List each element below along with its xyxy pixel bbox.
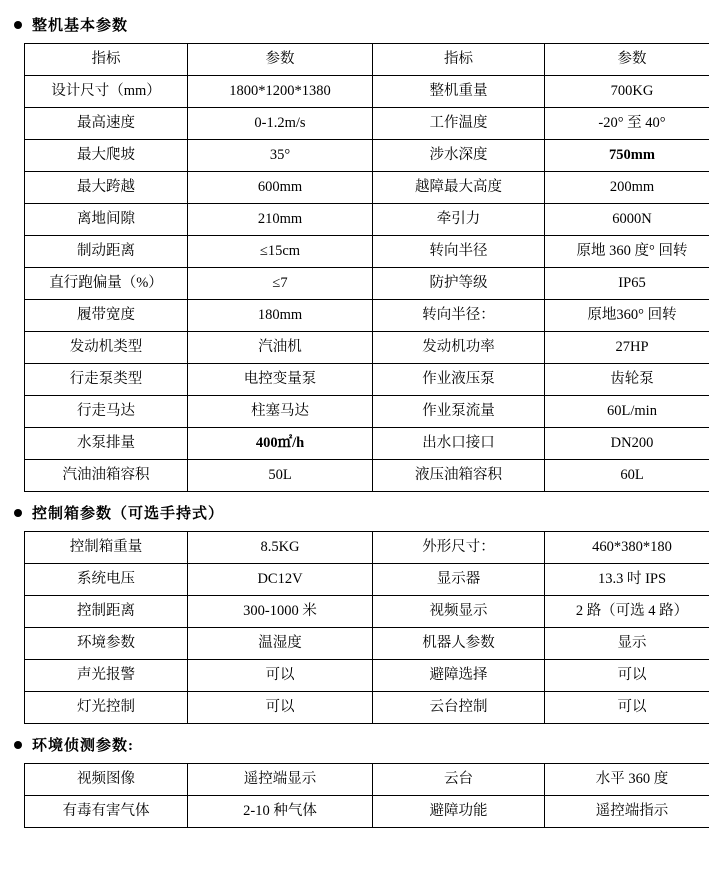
table-row [25, 796, 709, 828]
table-cell: 控制距离 [25, 596, 188, 628]
section-heading-environment-detection [14, 734, 695, 755]
table-row [25, 460, 709, 492]
table-cell: 汽油机 [188, 332, 373, 364]
table-cell: 可以 [545, 660, 709, 692]
section-title: 整机基本参数 [32, 18, 129, 34]
table-cell: 直行跑偏量（%） [25, 268, 188, 300]
table-row [25, 140, 709, 172]
table-row [25, 172, 709, 204]
table-cell: 300-1000 米 [188, 596, 373, 628]
table-cell: 履带宽度 [25, 300, 188, 332]
table-cell: 云台 [373, 764, 545, 796]
table-row [25, 628, 709, 660]
table-row [25, 660, 709, 692]
table-cell: 越障最大高度 [373, 172, 545, 204]
section-heading-control-box [14, 502, 695, 523]
table-cell: 控制箱重量 [25, 532, 188, 564]
table-cell: 牵引力 [373, 204, 545, 236]
table-cell: 出水口接口 [373, 428, 545, 460]
table-cell: 涉水深度 [373, 140, 545, 172]
table-cell: 整机重量 [373, 76, 545, 108]
table-cell: 最大跨越 [25, 172, 188, 204]
table-cell: 视频图像 [25, 764, 188, 796]
table-row [25, 596, 709, 628]
table-cell: 原地 360 度° 回转 [545, 236, 709, 268]
table-cell: 指标 [25, 44, 188, 76]
table-control-box [24, 531, 709, 724]
bullet-icon [14, 741, 22, 749]
table-cell: 600mm [188, 172, 373, 204]
table-cell: ≤15cm [188, 236, 373, 268]
table-cell: 遥控端显示 [188, 764, 373, 796]
table-cell: 避障功能 [373, 796, 545, 828]
table-cell: 60L/min [545, 396, 709, 428]
table-machine-basic [24, 43, 709, 492]
table-cell: 显示器 [373, 564, 545, 596]
table-cell: 最高速度 [25, 108, 188, 140]
table-cell: 8.5KG [188, 532, 373, 564]
table-cell: 700KG [545, 76, 709, 108]
table-cell: 离地间隙 [25, 204, 188, 236]
table-cell: 6000N [545, 204, 709, 236]
table-environment-detection [24, 763, 709, 828]
table-row [25, 44, 709, 76]
bullet-icon [14, 21, 22, 29]
table-cell: 0-1.2m/s [188, 108, 373, 140]
table-cell: 180mm [188, 300, 373, 332]
table-row [25, 108, 709, 140]
table-row [25, 76, 709, 108]
table-cell: 行走马达 [25, 396, 188, 428]
table-cell: 系统电压 [25, 564, 188, 596]
table-cell: 1800*1200*1380 [188, 76, 373, 108]
table-row [25, 764, 709, 796]
table-cell: 遥控端指示 [545, 796, 709, 828]
table-cell: 发动机类型 [25, 332, 188, 364]
table-cell: 显示 [545, 628, 709, 660]
table-cell: 转向半径 [373, 236, 545, 268]
table-cell: 温湿度 [188, 628, 373, 660]
table-cell: 210mm [188, 204, 373, 236]
table-cell: IP65 [545, 268, 709, 300]
table-cell: 水平 360 度 [545, 764, 709, 796]
table-cell: 灯光控制 [25, 692, 188, 724]
table-cell: 发动机功率 [373, 332, 545, 364]
table-row [25, 236, 709, 268]
table-row [25, 332, 709, 364]
table-cell: -20° 至 40° [545, 108, 709, 140]
table-cell: 机器人参数 [373, 628, 545, 660]
table-cell: 参数 [188, 44, 373, 76]
table-row [25, 300, 709, 332]
table-cell: 作业泵流量 [373, 396, 545, 428]
table-cell: 柱塞马达 [188, 396, 373, 428]
table-cell: 齿轮泵 [545, 364, 709, 396]
table-cell: 电控变量泵 [188, 364, 373, 396]
table-cell: 外形尺寸： [373, 532, 545, 564]
table-cell: 参数 [545, 44, 709, 76]
table-cell: 汽油油箱容积 [25, 460, 188, 492]
table-row [25, 564, 709, 596]
table-cell: DN200 [545, 428, 709, 460]
table-cell: 750mm [545, 140, 709, 172]
table-cell: 云台控制 [373, 692, 545, 724]
table-cell: 转向半径： [373, 300, 545, 332]
table-row [25, 364, 709, 396]
table-row [25, 692, 709, 724]
table-cell: 作业液压泵 [373, 364, 545, 396]
section-title: 环境侦测参数: [32, 738, 134, 754]
table-row [25, 532, 709, 564]
table-row [25, 428, 709, 460]
table-cell: 2 路（可选 4 路） [545, 596, 709, 628]
table-cell: 视频显示 [373, 596, 545, 628]
table-cell: 指标 [373, 44, 545, 76]
table-cell: 400㎡/h [188, 428, 373, 460]
table-cell: 460*380*180 [545, 532, 709, 564]
section-heading-machine-basic [14, 14, 695, 35]
table-cell: 60L [545, 460, 709, 492]
table-cell: 设计尺寸（mm） [25, 76, 188, 108]
table-cell: 最大爬坡 [25, 140, 188, 172]
table-cell: 防护等级 [373, 268, 545, 300]
table-cell: 行走泵类型 [25, 364, 188, 396]
table-cell: 避障选择 [373, 660, 545, 692]
table-cell: 35° [188, 140, 373, 172]
section-title: 控制箱参数（可选手持式） [32, 506, 225, 522]
table-cell: 液压油箱容积 [373, 460, 545, 492]
table-cell: 200mm [545, 172, 709, 204]
table-cell: 可以 [545, 692, 709, 724]
table-cell: 环境参数 [25, 628, 188, 660]
table-cell: 13.3 吋 IPS [545, 564, 709, 596]
table-row [25, 204, 709, 236]
table-cell: 水泵排量 [25, 428, 188, 460]
table-cell: 可以 [188, 660, 373, 692]
table-cell: 27HP [545, 332, 709, 364]
table-cell: 声光报警 [25, 660, 188, 692]
table-cell: 原地360° 回转 [545, 300, 709, 332]
table-cell: 可以 [188, 692, 373, 724]
table-row [25, 396, 709, 428]
table-cell: 2-10 种气体 [188, 796, 373, 828]
table-cell: DC12V [188, 564, 373, 596]
table-cell: ≤7 [188, 268, 373, 300]
table-cell: 有毒有害气体 [25, 796, 188, 828]
table-cell: 工作温度 [373, 108, 545, 140]
table-cell: 制动距离 [25, 236, 188, 268]
table-row [25, 268, 709, 300]
table-cell: 50L [188, 460, 373, 492]
bullet-icon [14, 509, 22, 517]
